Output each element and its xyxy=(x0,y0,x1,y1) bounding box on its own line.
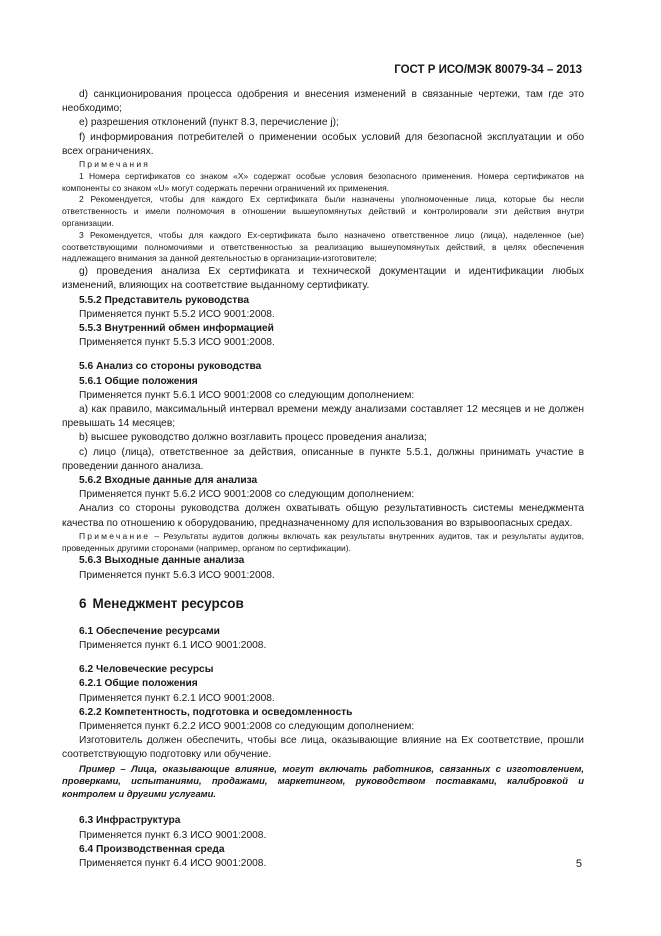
page-number: 5 xyxy=(575,858,582,870)
section-6-title: Менеджмент ресурсов xyxy=(92,595,244,611)
section-5-6-2-para: Анализ со стороны руководства должен охватывать общую результативность системы менеджмента качества по отношению к оборудованию, предназначенному для использования во взрывоопасных средах. xyxy=(62,503,584,529)
list-item-c: c) лицо (лица), ответственное за действия, описанные в пункте 5.5.1, должны принимать участие в проведении данного анализа. xyxy=(62,446,584,472)
section-5-6-1-text: Применяется пункт 5.6.1 ИСО 9001:2008 со следующим дополнением: xyxy=(79,389,415,401)
section-5-5-2-text: Применяется пункт 5.5.2 ИСО 9001:2008. xyxy=(79,308,275,320)
section-5-6-title: 5.6 Анализ со стороны руководства xyxy=(79,361,262,373)
list-item-a: a) как правило, максимальный интервал времени между анализами составляет 12 месяцев и не должен превышать 14 месяцев; xyxy=(62,404,584,430)
notes-label: Примечания xyxy=(79,159,151,170)
section-6-2-2-para: Изготовитель должен обеспечить, чтобы все лица, оказывающие влияние на Ех соответствие, прошли соответствующую подготовку или обучение. xyxy=(62,735,584,761)
section-6-2-title: 6.2 Человеческие ресурсы xyxy=(79,664,214,676)
section-5-6-2-title: 5.6.2 Входные данные для анализа xyxy=(79,475,258,487)
note-2: 2 Рекомендуется, чтобы для каждого Ех сертификата были назначены уполномоченные лица, которые бы несли ответственность и имели полномочия в отношении вышеупомянутых действий и контролировали эти действия внутри организации. xyxy=(62,194,584,228)
section-5-6-3-title: 5.6.3 Выходные данные анализа xyxy=(79,555,245,567)
note-label: Примечание xyxy=(79,530,151,541)
section-6-2-1-text: Применяется пункт 6.2.1 ИСО 9001:2008. xyxy=(79,692,275,704)
section-6-2-1-title: 6.2.1 Общие положения xyxy=(79,678,198,690)
section-6-number: 6 xyxy=(79,595,87,611)
note-3: 3 Рекомендуется, чтобы для каждого Ех-сертификата было назначено ответственное лицо (лица), наделенное (ые) соответствующими полномочиями и ответственностью за реализацию вышеупомянутых действий, в целях обеспечения надлежащего внимания за данной деятельностью в организации-изготовителе; xyxy=(62,229,584,264)
section-6-heading xyxy=(62,595,584,613)
list-item-f: f) информирования потребителей о применении особых условий для безопасной эксплуатации и обо всех ограничениях. xyxy=(62,131,584,157)
section-6-1-text: Применяется пункт 6.1 ИСО 9001:2008. xyxy=(79,640,267,652)
section-6-2-2-text: Применяется пункт 6.2.2 ИСО 9001:2008 со следующим дополнением: xyxy=(79,721,415,733)
note-5-6-2 xyxy=(62,531,584,555)
section-6-3-title: 6.3 Инфраструктура xyxy=(79,815,181,827)
section-5-5-3-title: 5.5.3 Внутренний обмен информацией xyxy=(79,323,274,334)
section-5-5-2-title: 5.5.2 Представитель руководства xyxy=(79,294,250,306)
section-6-2-2-title: 6.2.2 Компетентность, подготовка и осведомленность xyxy=(79,706,353,718)
section-5-6-2-text: Применяется пункт 5.6.2 ИСО 9001:2008 со следующим дополнением: xyxy=(79,489,415,501)
note-1: 1 Номера сертификатов со знаком «X» содержат особые условия безопасного применения. Номера сертификатов на компоненты со знаком «U» могут содержать перечни ограничений их применения. xyxy=(62,170,584,193)
section-6-4-title: 6.4 Производственная среда xyxy=(79,843,225,855)
section-6-4-text: Применяется пункт 6.4 ИСО 9001:2008. xyxy=(79,858,267,870)
section-6-3-text: Применяется пункт 6.3 ИСО 9001:2008. xyxy=(79,829,267,841)
section-6-1-title: 6.1 Обеспечение ресурсами xyxy=(79,625,220,637)
section-5-6-3-text: Применяется пункт 5.6.3 ИСО 9001:2008. xyxy=(79,569,275,581)
section-5-6-1-title: 5.6.1 Общие положения xyxy=(79,375,198,387)
list-item-g: g) проведения анализа Ех сертификата и технической документации и идентификации любых изменений, влияющих на соответствие выданному сертификату. xyxy=(62,266,584,292)
section-5-5-3-text: Применяется пункт 5.5.3 ИСО 9001:2008. xyxy=(79,337,275,349)
page-body xyxy=(62,88,584,871)
list-item-e: e) разрешения отклонений (пункт 8.3, перечисление j); xyxy=(79,117,339,129)
example-text: Пример – Лица, оказывающие влияние, могут включать работников, связанных с изготовлением, проверками, испытаниями, продажами, маркетингом, руководством поставками, калибровкой и контролем и другими услугами. xyxy=(62,762,584,799)
list-item-b: b) высшее руководство должно возглавить процесс проведения анализа; xyxy=(79,432,427,444)
document-header: ГОСТ Р ИСО/МЭК 80079-34 – 2013 xyxy=(394,64,582,76)
note-text: – Результаты аудитов должны включать как результаты внутренних аудитов, так и результаты аудитов, проведенных другими сторонами (например, органом по сертификации). xyxy=(62,530,584,553)
list-item-d: d) санкционирования процесса одобрения и внесения изменений в связанные чертежи, там где это необходимо; xyxy=(62,89,584,115)
